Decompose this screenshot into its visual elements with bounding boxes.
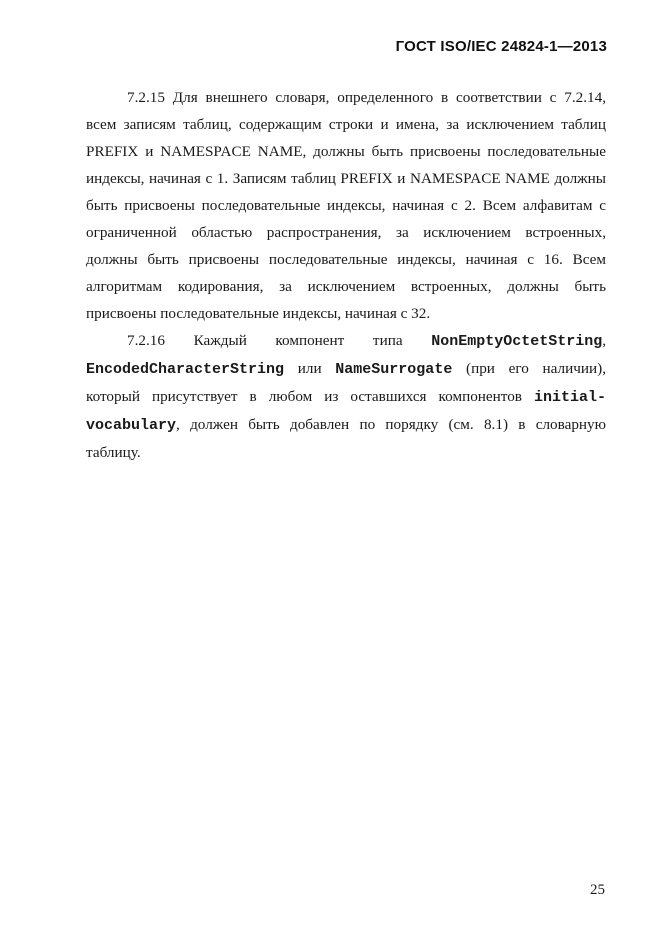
paragraph-7-2-15 bbox=[86, 84, 606, 327]
code-term: NameSurrogate bbox=[335, 361, 453, 378]
clause-number: 7.2.15 bbox=[127, 89, 165, 106]
clause-number: 7.2.16 bbox=[127, 332, 165, 349]
clause-text: Для внешнего словаря, определенного в соответствии с 7.2.14, всем записям таблиц, содержащим строки и имена, за исключением таблиц PREFIX и NAMESPACE NAME, должны быть присвоены последовательные индексы, начиная с 1. Записям таблиц PREFIX и NAMESPACE NAME должны быть присвоены последовательные индексы, начиная с 2. Всем алфавитам с ограниченной областью распространения, за исключением встроенных, должны быть присвоены последовательные индексы, начиная с 16. Всем алгоритмам кодирования, за исключением встроенных, должны быть присвоены последовательные индексы, начиная с 32. bbox=[86, 89, 606, 322]
clause-text: , bbox=[602, 332, 607, 349]
document-body bbox=[86, 84, 606, 466]
page-number bbox=[590, 882, 605, 899]
code-term: EncodedCharacterString bbox=[86, 361, 285, 378]
standard-designation: ГОСТ ISO/IEC 24824-1—2013 bbox=[395, 38, 607, 55]
paragraph-7-2-16 bbox=[86, 327, 606, 466]
document-header bbox=[396, 38, 607, 55]
clause-text: (при его наличии), который присутствует в любом из оставшихся компонентов bbox=[86, 360, 606, 405]
clause-text: или bbox=[297, 360, 322, 377]
clause-text: , должен быть добавлен по порядку (см. 8.1) в словарную таблицу. bbox=[86, 416, 606, 461]
code-term: initial-vocabulary bbox=[86, 389, 606, 434]
code-term: NonEmptyOctetString bbox=[431, 333, 603, 350]
clause-text: Каждый компонент типа bbox=[193, 332, 403, 349]
page-number-value: 25 bbox=[590, 882, 605, 898]
